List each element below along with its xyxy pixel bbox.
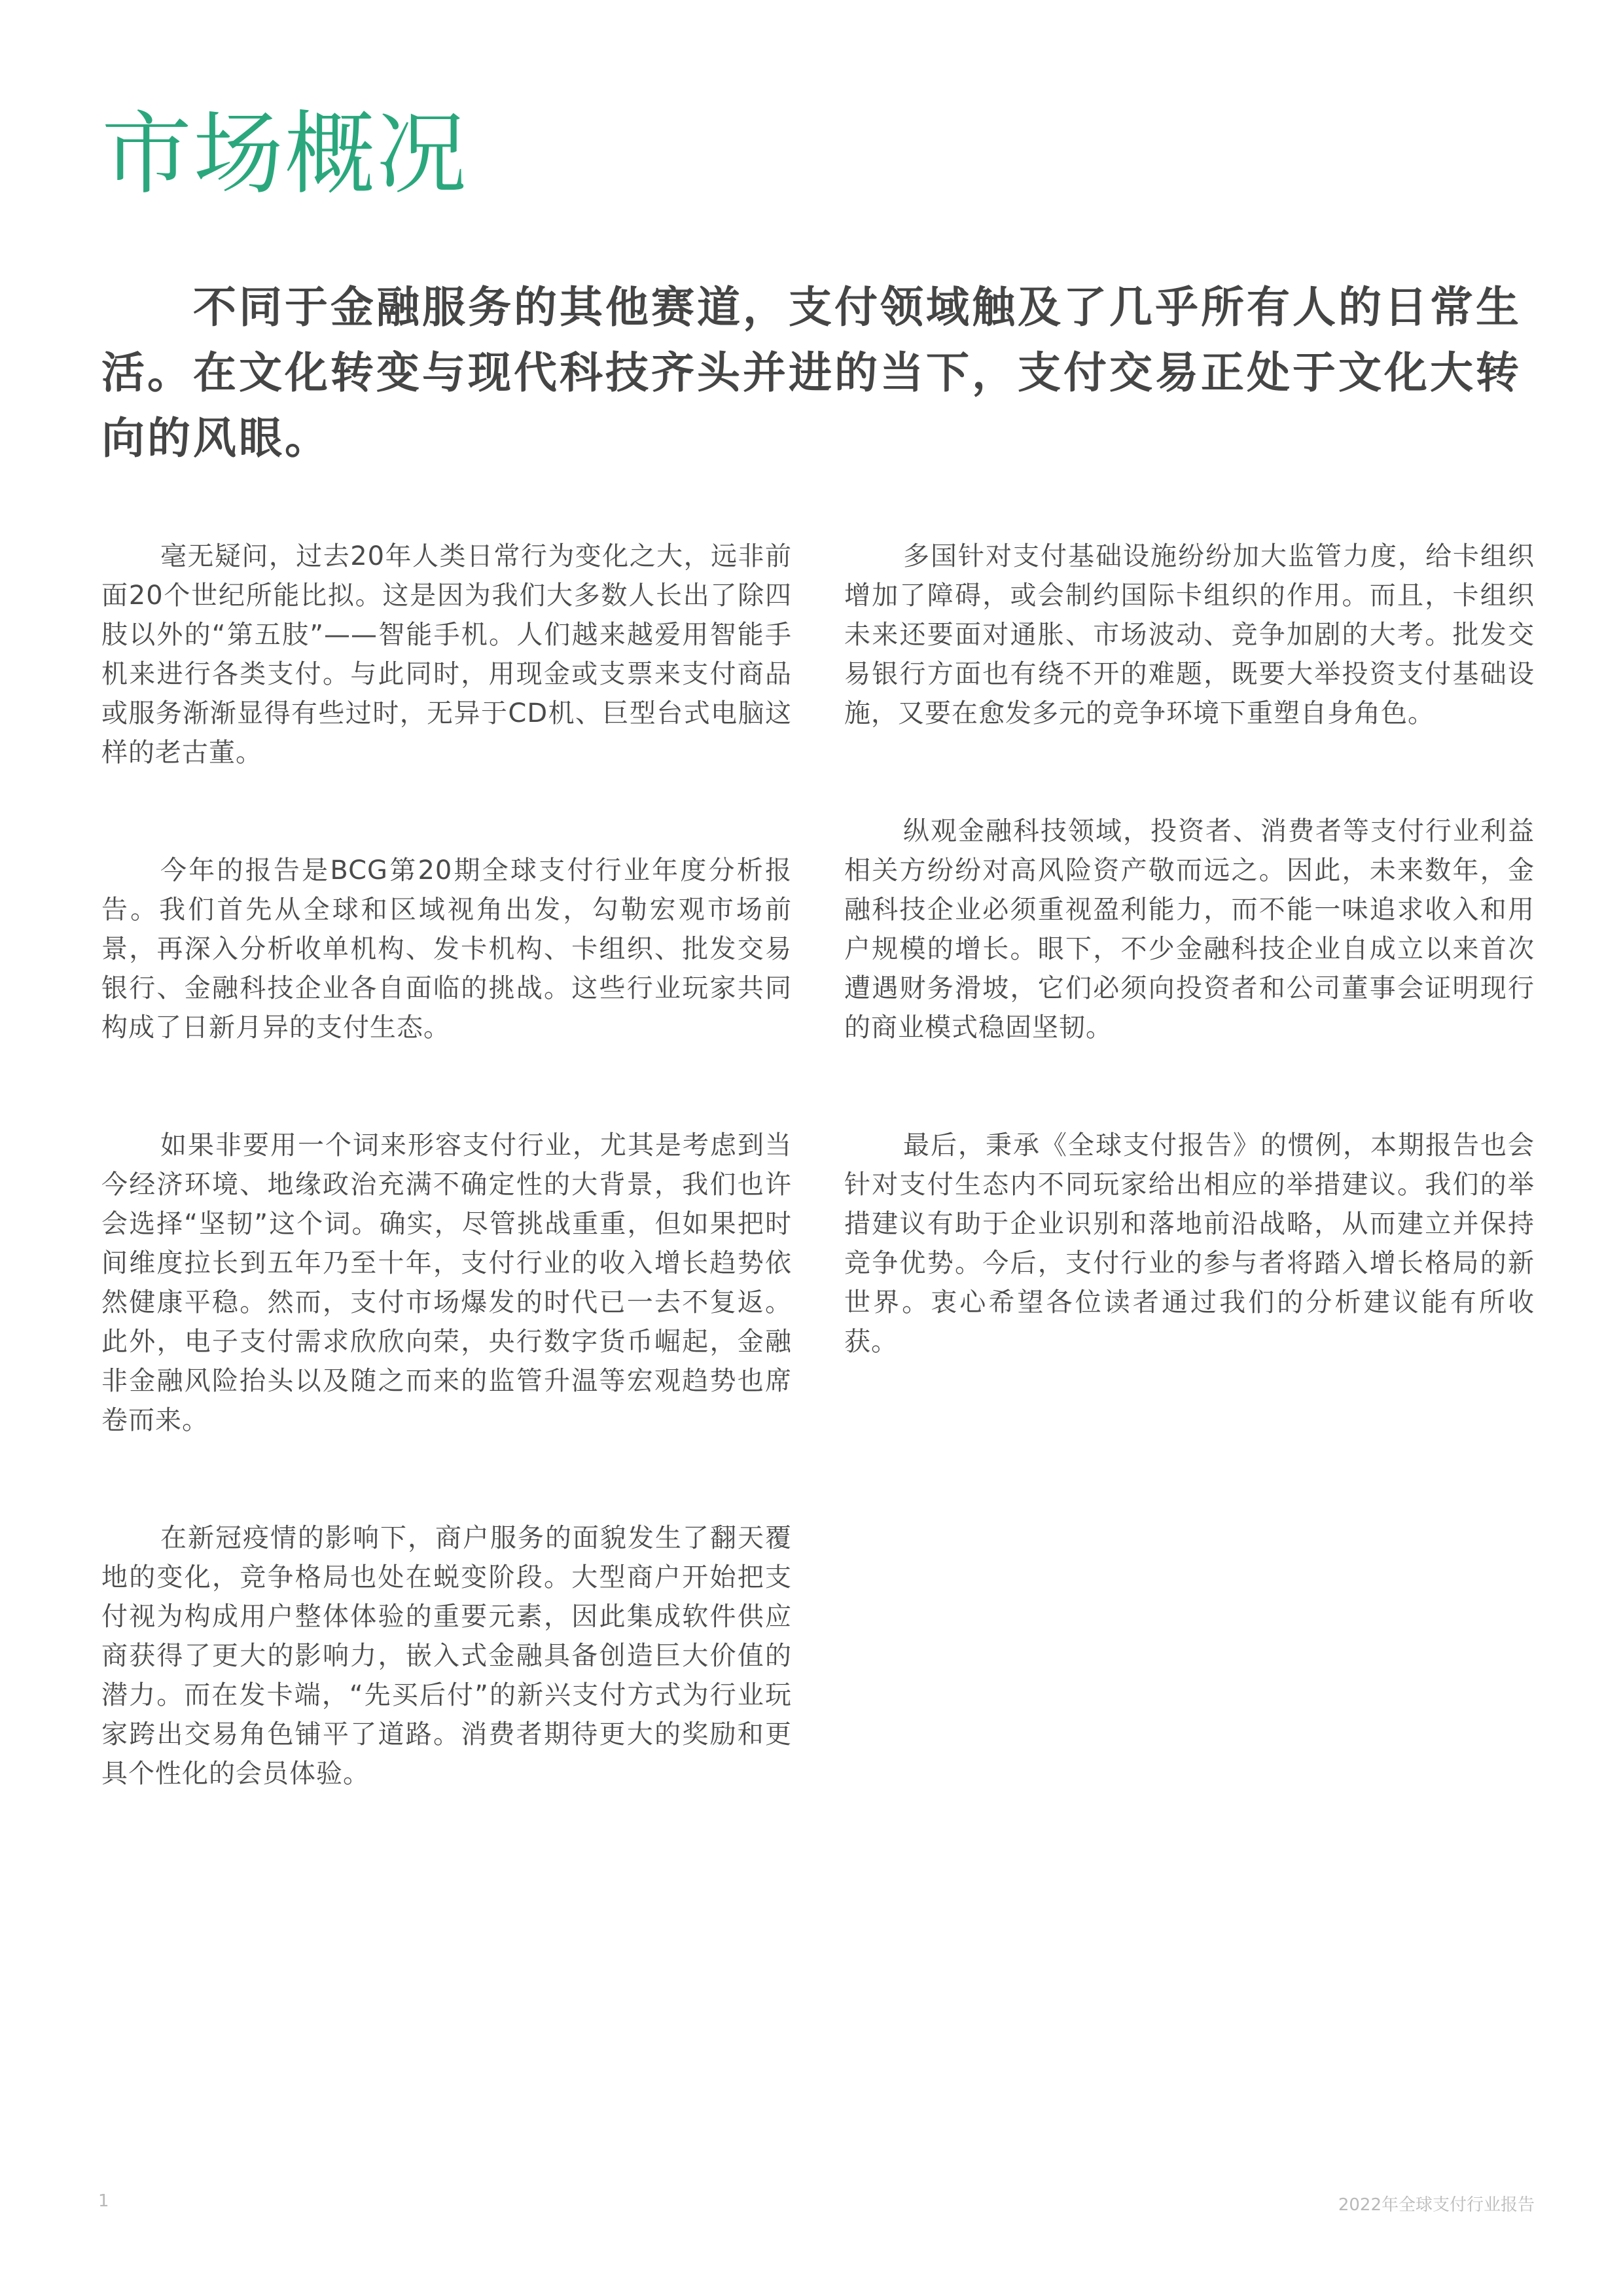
body-paragraph: 今年的报告是BCG第20期全球支付行业年度分析报告。我们首先从全球和区域视角出发，勾勒宏观市场前景，再深入分析收单机构、发卡机构、卡组织、批发交易银行、金融科技企业各自面临的挑战。这些行业玩家共同构成了日新月异的支付生态。: [101, 855, 792, 1043]
right-column: [844, 537, 1535, 1440]
body-paragraph: 多国针对支付基础设施纷纷加大监管力度，给卡组织增加了障碍，或会制约国际卡组织的作用。而且，卡组织未来还要面对通胀、市场波动、竞争加剧的大考。批发交易银行方面也有绕不开的难题，既要大举投资支付基础设施，又要在愈发多元的竞争环境下重塑自身角色。: [844, 541, 1535, 728]
left-column: [101, 537, 792, 1872]
body-paragraph: 如果非要用一个词来形容支付行业，尤其是考虑到当今经济环境、地缘政治充满不确定性的大背景，我们也许会选择“坚韧”这个词。确实，尽管挑战重重，但如果把时间维度拉长到五年乃至十年，支付行业的收入增长趋势依然健康平稳。然而，支付市场爆发的时代已一去不复返。此外，电子支付需求欣欣向荣，央行数字货币崛起，金融非金融风险抬头以及随之而来的监管升温等宏观趋势也席卷而来。: [101, 1130, 792, 1435]
body-paragraph: 最后，秉承《全球支付报告》的惯例，本期报告也会针对支付生态内不同玩家给出相应的举措建议。我们的举措建议有助于企业识别和落地前沿战略，从而建立并保持竞争优势。今后，支付行业的参与者将踏入增长格局的新世界。衷心希望各位读者通过我们的分析建议能有所收获。: [844, 1130, 1535, 1357]
body-paragraph: 毫无疑问，过去20年人类日常行为变化之大，远非前面20个世纪所能比拟。这是因为我们大多数人长出了除四肢以外的“第五肢”——智能手机。人们越来越爱用智能手机来进行各类支付。与此同时，用现金或支票来支付商品或服务渐渐显得有些过时，无异于CD机、巨型台式电脑这样的老古董。: [101, 541, 792, 768]
footer-report-title: 2022年全球支付行业报告: [1338, 2195, 1535, 2215]
body-paragraph: 在新冠疫情的影响下，商户服务的面貌发生了翻天覆地的变化，竞争格局也处在蜕变阶段。大型商户开始把支付视为构成用户整体体验的重要元素，因此集成软件供应商获得了更大的影响力，嵌入式金融具备创造巨大价值的潜力。而在发卡端，“先买后付”的新兴支付方式为行业玩家跨出交易角色铺平了道路。消费者期待更大的奖励和更具个性化的会员体验。: [101, 1523, 792, 1789]
body-paragraph: 纵观金融科技领域，投资者、消费者等支付行业利益相关方纷纷对高风险资产敬而远之。因此，未来数年，金融科技企业必须重视盈利能力，而不能一味追求收入和用户规模的增长。眼下，不少金融科技企业自成立以来首次遭遇财务滑坡，它们必须向投资者和公司董事会证明现行的商业模式稳固坚韧。: [844, 816, 1535, 1043]
page-title: 市场概况: [101, 101, 469, 207]
page-number: 1: [98, 2191, 109, 2211]
lead-paragraph: 不同于金融服务的其他赛道，支付领域触及了几乎所有人的日常生活。在文化转变与现代科技齐头并进的当下，支付交易正处于文化大转向的风眼。: [101, 282, 1522, 463]
